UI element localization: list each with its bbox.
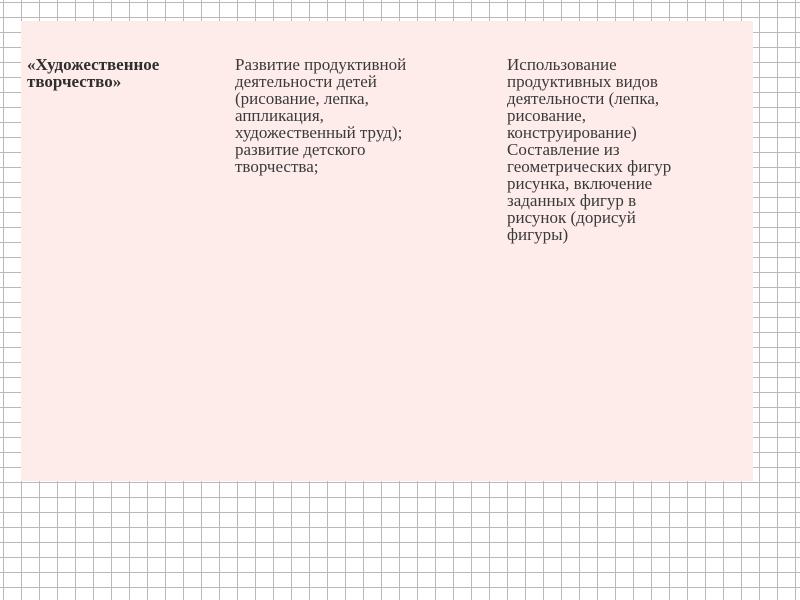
activities-cell: Использование продуктивных видов деятельности (лепка, рисование, конструирование) Составление из геометрических фигур рисунка, включение заданных фигур в рисунок (дорисуй фигуры) [507,55,672,244]
content-panel [21,21,753,481]
section-title-cell: «Художественное творчество» [27,55,160,91]
program-content-cell: Развитие продуктивной деятельности детей (рисование, лепка, аппликация, художественный труд); развитие детского творчества; [235,55,407,176]
